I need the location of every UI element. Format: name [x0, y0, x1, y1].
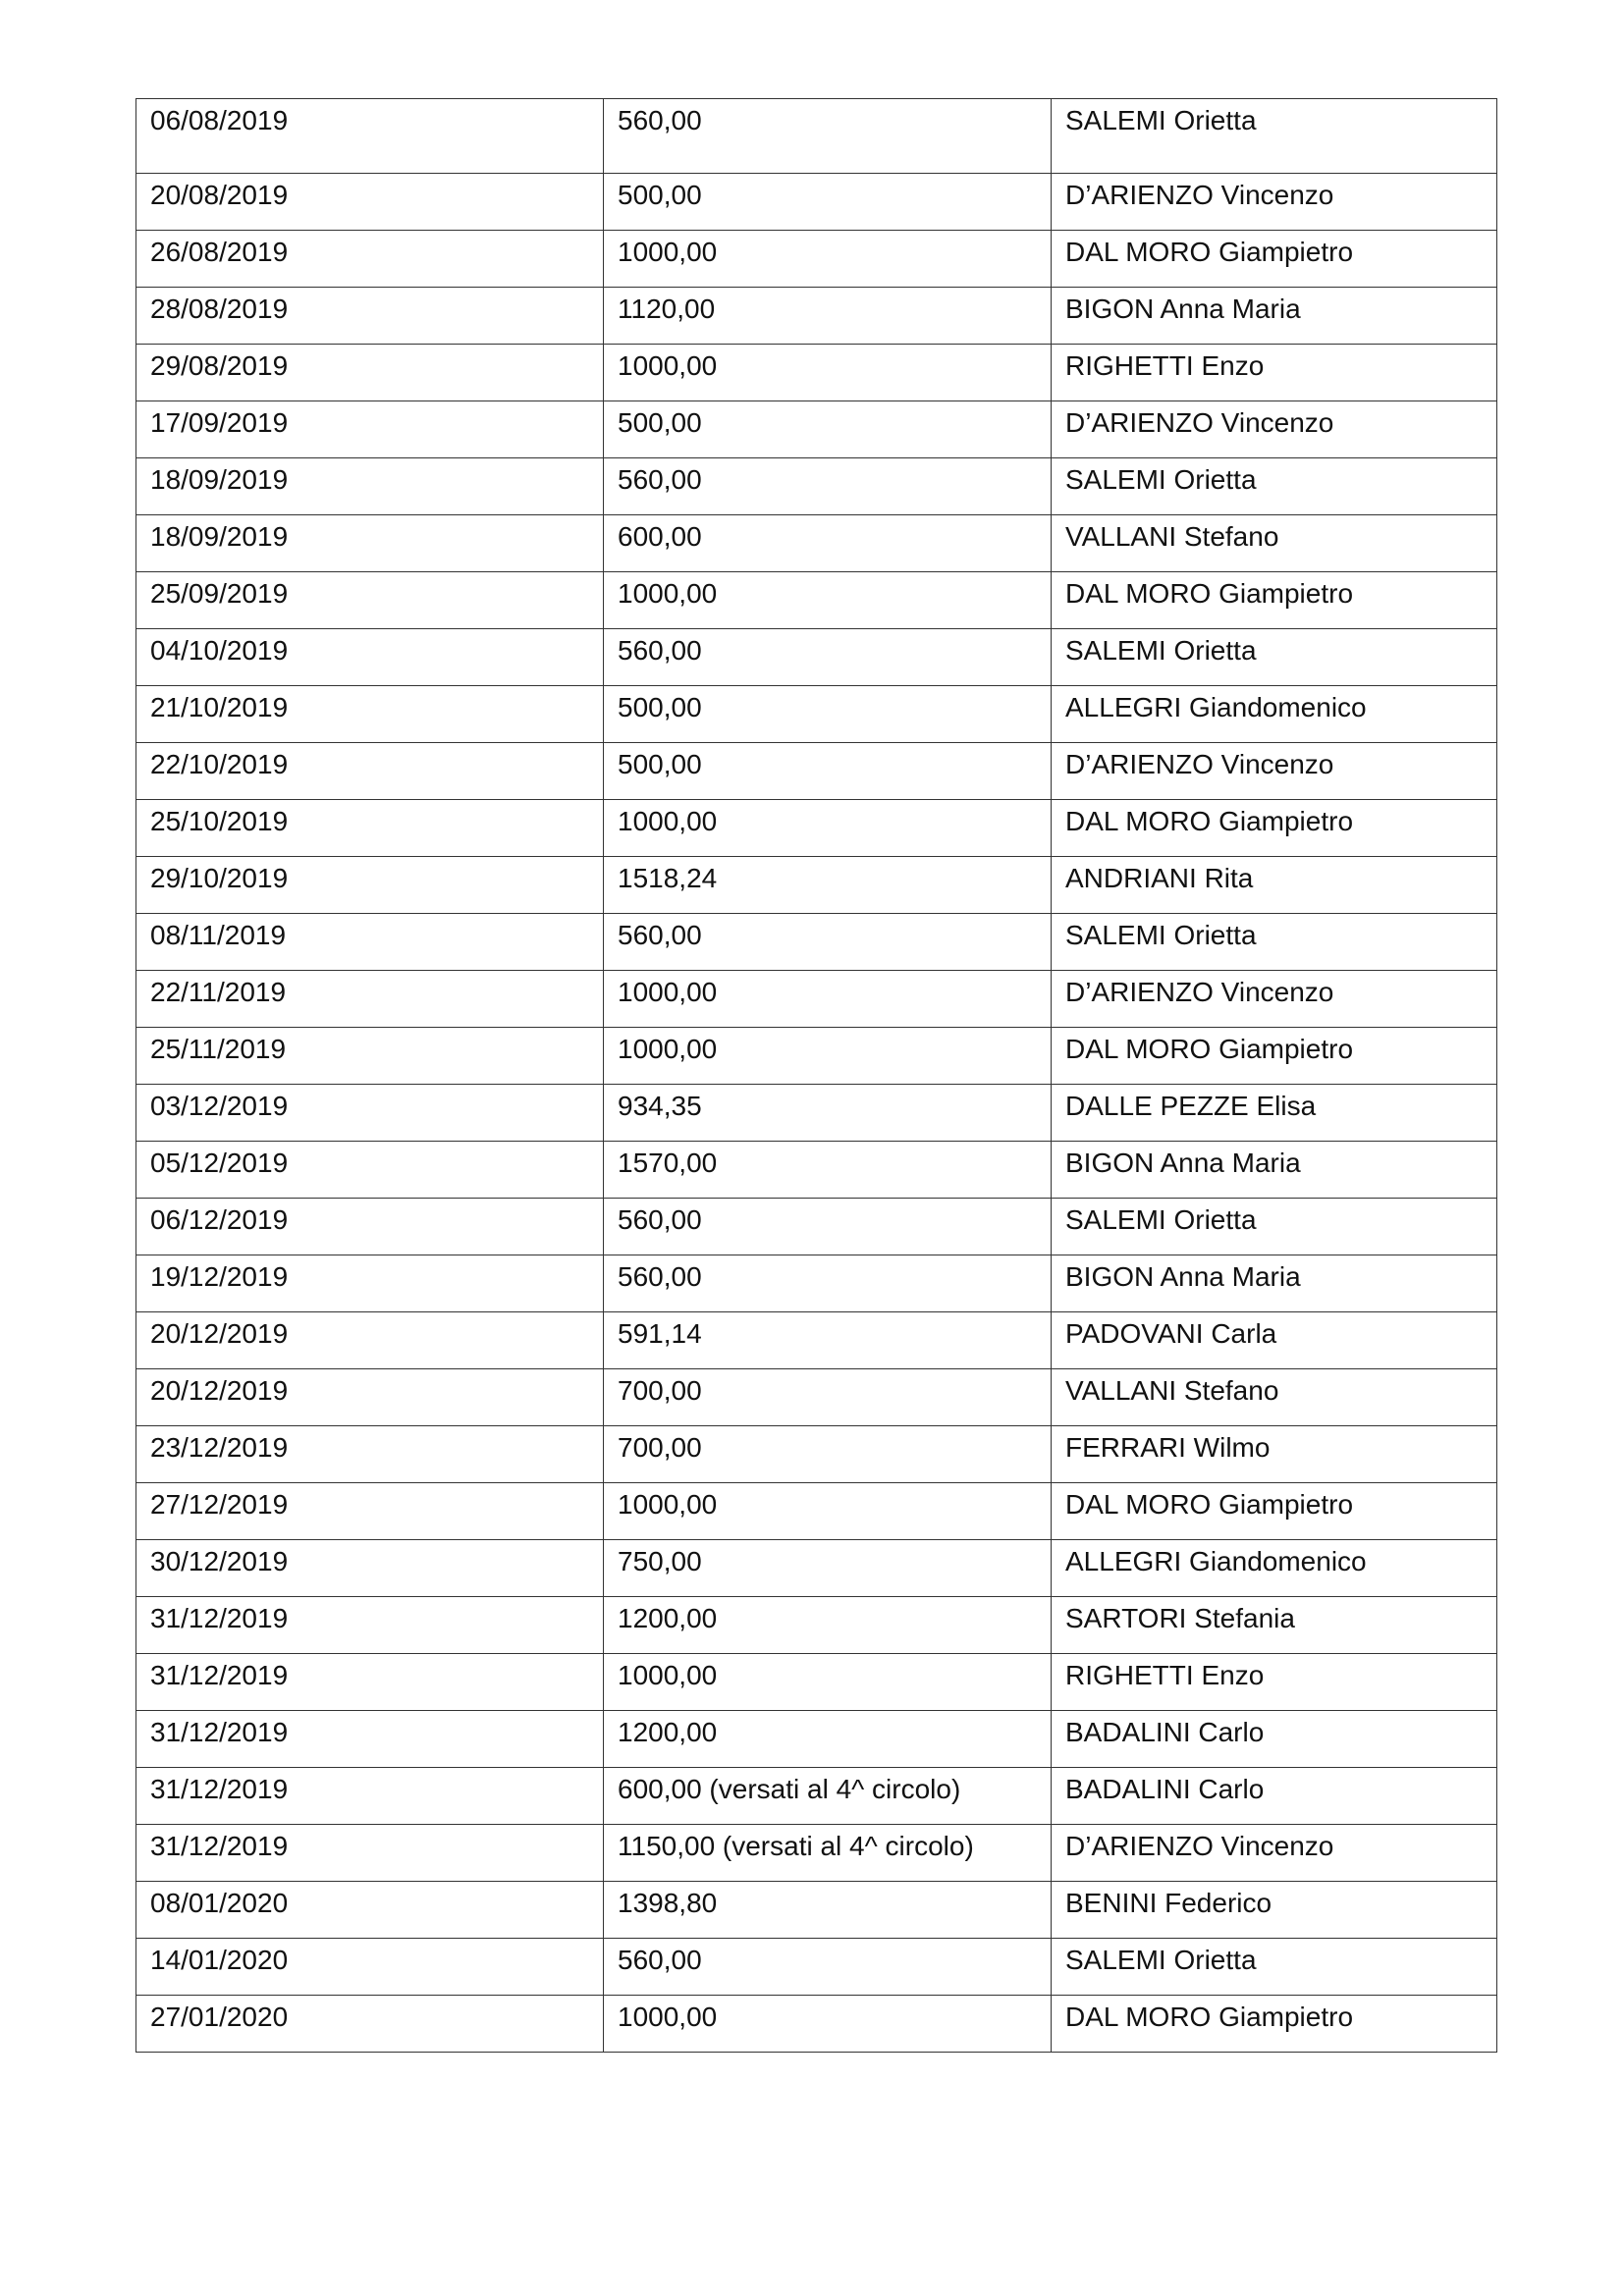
name-cell: BENINI Federico [1052, 1882, 1497, 1939]
name-cell: DALLE PEZZE Elisa [1052, 1085, 1497, 1142]
table-row [136, 1882, 1497, 1939]
amount-cell: 1200,00 [604, 1597, 1052, 1654]
date-cell: 03/12/2019 [136, 1085, 604, 1142]
amount-cell: 1000,00 [604, 1483, 1052, 1540]
date-cell: 25/09/2019 [136, 572, 604, 629]
table-row [136, 345, 1497, 401]
name-cell: VALLANI Stefano [1052, 1369, 1497, 1426]
table-row [136, 288, 1497, 345]
name-cell: DAL MORO Giampietro [1052, 572, 1497, 629]
table-row [136, 1540, 1497, 1597]
name-cell: RIGHETTI Enzo [1052, 1654, 1497, 1711]
name-cell: ALLEGRI Giandomenico [1052, 686, 1497, 743]
date-cell: 19/12/2019 [136, 1255, 604, 1312]
date-cell: 31/12/2019 [136, 1825, 604, 1882]
table-row [136, 971, 1497, 1028]
date-cell: 20/08/2019 [136, 174, 604, 231]
table-row [136, 914, 1497, 971]
table-row [136, 1199, 1497, 1255]
amount-cell: 591,14 [604, 1312, 1052, 1369]
date-cell: 17/09/2019 [136, 401, 604, 458]
table-row [136, 1085, 1497, 1142]
name-cell: SALEMI Orietta [1052, 458, 1497, 515]
amount-cell: 1000,00 [604, 345, 1052, 401]
amount-cell: 560,00 [604, 99, 1052, 174]
amount-cell: 1000,00 [604, 800, 1052, 857]
date-cell: 06/08/2019 [136, 99, 604, 174]
date-cell: 29/10/2019 [136, 857, 604, 914]
date-cell: 27/01/2020 [136, 1996, 604, 2053]
amount-cell: 600,00 [604, 515, 1052, 572]
date-cell: 18/09/2019 [136, 458, 604, 515]
date-cell: 08/01/2020 [136, 1882, 604, 1939]
table-row [136, 1255, 1497, 1312]
name-cell: D’ARIENZO Vincenzo [1052, 401, 1497, 458]
table-row [136, 1996, 1497, 2053]
amount-cell: 1000,00 [604, 1028, 1052, 1085]
name-cell: BIGON Anna Maria [1052, 1142, 1497, 1199]
table-row [136, 401, 1497, 458]
name-cell: RIGHETTI Enzo [1052, 345, 1497, 401]
name-cell: SALEMI Orietta [1052, 914, 1497, 971]
name-cell: SARTORI Stefania [1052, 1597, 1497, 1654]
table-row [136, 174, 1497, 231]
date-cell: 31/12/2019 [136, 1711, 604, 1768]
date-cell: 31/12/2019 [136, 1768, 604, 1825]
amount-cell: 500,00 [604, 174, 1052, 231]
name-cell: SALEMI Orietta [1052, 99, 1497, 174]
name-cell: SALEMI Orietta [1052, 629, 1497, 686]
amount-cell: 500,00 [604, 743, 1052, 800]
name-cell: SALEMI Orietta [1052, 1199, 1497, 1255]
date-cell: 25/11/2019 [136, 1028, 604, 1085]
date-cell: 31/12/2019 [136, 1654, 604, 1711]
date-cell: 25/10/2019 [136, 800, 604, 857]
name-cell: SALEMI Orietta [1052, 1939, 1497, 1996]
date-cell: 23/12/2019 [136, 1426, 604, 1483]
name-cell: D’ARIENZO Vincenzo [1052, 174, 1497, 231]
date-cell: 30/12/2019 [136, 1540, 604, 1597]
amount-cell: 700,00 [604, 1369, 1052, 1426]
amount-cell: 1000,00 [604, 1996, 1052, 2053]
name-cell: DAL MORO Giampietro [1052, 1996, 1497, 2053]
name-cell: D’ARIENZO Vincenzo [1052, 971, 1497, 1028]
amount-cell: 1150,00 (versati al 4^ circolo) [604, 1825, 1052, 1882]
date-cell: 05/12/2019 [136, 1142, 604, 1199]
date-cell: 04/10/2019 [136, 629, 604, 686]
date-cell: 06/12/2019 [136, 1199, 604, 1255]
table-row [136, 1028, 1497, 1085]
table-row [136, 1654, 1497, 1711]
date-cell: 22/10/2019 [136, 743, 604, 800]
table-row [136, 1597, 1497, 1654]
amount-cell: 600,00 (versati al 4^ circolo) [604, 1768, 1052, 1825]
name-cell: BIGON Anna Maria [1052, 288, 1497, 345]
table-row [136, 231, 1497, 288]
amount-cell: 560,00 [604, 1199, 1052, 1255]
table-row [136, 686, 1497, 743]
name-cell: BIGON Anna Maria [1052, 1255, 1497, 1312]
table-row [136, 743, 1497, 800]
name-cell: ALLEGRI Giandomenico [1052, 1540, 1497, 1597]
table-row [136, 629, 1497, 686]
table-row [136, 1711, 1497, 1768]
amount-cell: 1200,00 [604, 1711, 1052, 1768]
amount-cell: 560,00 [604, 914, 1052, 971]
date-cell: 18/09/2019 [136, 515, 604, 572]
table-row [136, 1426, 1497, 1483]
name-cell: PADOVANI Carla [1052, 1312, 1497, 1369]
amount-cell: 750,00 [604, 1540, 1052, 1597]
amount-cell: 1120,00 [604, 288, 1052, 345]
amount-cell: 560,00 [604, 1255, 1052, 1312]
amount-cell: 560,00 [604, 458, 1052, 515]
amount-cell: 560,00 [604, 629, 1052, 686]
table-row [136, 515, 1497, 572]
date-cell: 28/08/2019 [136, 288, 604, 345]
amount-cell: 1000,00 [604, 231, 1052, 288]
name-cell: BADALINI Carlo [1052, 1768, 1497, 1825]
amount-cell: 500,00 [604, 686, 1052, 743]
date-cell: 21/10/2019 [136, 686, 604, 743]
name-cell: BADALINI Carlo [1052, 1711, 1497, 1768]
name-cell: DAL MORO Giampietro [1052, 800, 1497, 857]
name-cell: D’ARIENZO Vincenzo [1052, 1825, 1497, 1882]
date-cell: 31/12/2019 [136, 1597, 604, 1654]
table-row [136, 1369, 1497, 1426]
amount-cell: 1000,00 [604, 971, 1052, 1028]
table-row [136, 800, 1497, 857]
table-row [136, 99, 1497, 174]
date-cell: 26/08/2019 [136, 231, 604, 288]
table-row [136, 857, 1497, 914]
table-row [136, 1312, 1497, 1369]
table-row [136, 1768, 1497, 1825]
date-cell: 20/12/2019 [136, 1312, 604, 1369]
amount-cell: 1000,00 [604, 1654, 1052, 1711]
amount-cell: 560,00 [604, 1939, 1052, 1996]
date-cell: 08/11/2019 [136, 914, 604, 971]
date-cell: 29/08/2019 [136, 345, 604, 401]
payments-table [135, 98, 1497, 2053]
name-cell: ANDRIANI Rita [1052, 857, 1497, 914]
name-cell: D’ARIENZO Vincenzo [1052, 743, 1497, 800]
name-cell: DAL MORO Giampietro [1052, 1483, 1497, 1540]
name-cell: DAL MORO Giampietro [1052, 231, 1497, 288]
table-row [136, 458, 1497, 515]
amount-cell: 1398,80 [604, 1882, 1052, 1939]
amount-cell: 700,00 [604, 1426, 1052, 1483]
table-row [136, 1142, 1497, 1199]
amount-cell: 1000,00 [604, 572, 1052, 629]
payments-table-body [136, 99, 1497, 2053]
amount-cell: 934,35 [604, 1085, 1052, 1142]
table-row [136, 1939, 1497, 1996]
name-cell: FERRARI Wilmo [1052, 1426, 1497, 1483]
date-cell: 14/01/2020 [136, 1939, 604, 1996]
amount-cell: 500,00 [604, 401, 1052, 458]
table-row [136, 1825, 1497, 1882]
table-row [136, 572, 1497, 629]
amount-cell: 1518,24 [604, 857, 1052, 914]
amount-cell: 1570,00 [604, 1142, 1052, 1199]
name-cell: VALLANI Stefano [1052, 515, 1497, 572]
date-cell: 22/11/2019 [136, 971, 604, 1028]
date-cell: 20/12/2019 [136, 1369, 604, 1426]
table-row [136, 1483, 1497, 1540]
date-cell: 27/12/2019 [136, 1483, 604, 1540]
name-cell: DAL MORO Giampietro [1052, 1028, 1497, 1085]
